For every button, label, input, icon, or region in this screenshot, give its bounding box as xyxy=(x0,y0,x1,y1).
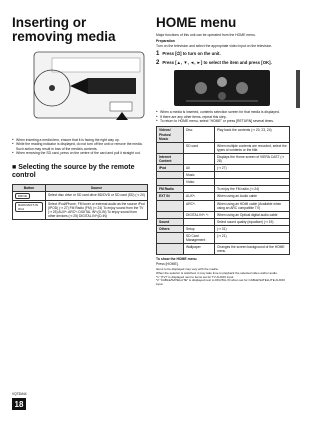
menu-key: Sound xyxy=(157,218,184,225)
note-item: ● While the reading indicator is displayed, do not turn off the unit or remove the media. Such action may result in loss of the media's contents. xyxy=(12,142,148,151)
menu-key: iPod xyxy=(157,165,184,172)
intro-text: Major functions of this unit can be operated from the HOME menu. xyxy=(156,33,256,37)
radio-extin-button-label: RADIO/EXT-IN iPod xyxy=(15,202,43,212)
menu-key xyxy=(157,200,184,211)
menu-desc: To enjoy the FM radio (⇒ 24) xyxy=(215,186,290,193)
menu-key xyxy=(157,142,184,153)
table-row xyxy=(157,153,290,164)
step-notes xyxy=(156,110,290,123)
table-row xyxy=(157,200,290,211)
menu-key xyxy=(157,211,184,218)
step-number: 2 xyxy=(156,60,160,67)
source-cell: Select disc drive or SD card drive BD/DVD or SD card (SD) (⇒ 20) xyxy=(46,191,148,200)
page-footer xyxy=(12,392,27,410)
table-row xyxy=(157,142,290,153)
menu-desc: (⇒ 27) xyxy=(215,165,290,172)
drive-button-label: DRIVE xyxy=(15,193,30,199)
page-code: VQT3M44 xyxy=(12,392,27,396)
table-header-row xyxy=(13,184,148,191)
menu-sub: All xyxy=(184,165,215,172)
source-cell: Select iPod/iPhone, FM tuner or external audio as the source iPod (IPOD) (⇒ 27) FM Radio (FM) (⇒ 24) To enjoy sound from the TV (⇒ 25) AUX*¹ ARC*¹ DIGITAL IN*¹(D-IN) To enjoy sound from other devices (⇒ 25) DIGITAL IN*¹(D-IN) xyxy=(46,200,148,219)
tip-text: Press [HOME]. xyxy=(156,261,179,266)
button-cell xyxy=(13,200,46,219)
section-title: ■ Selecting the source by the remote control xyxy=(12,163,135,179)
header-button: Button xyxy=(13,184,46,191)
menu-desc xyxy=(215,179,290,186)
table-row xyxy=(157,244,290,255)
menu-desc: When multiple contents are recorded, select the types of contents or the title. xyxy=(215,142,290,153)
menu-key: Others xyxy=(157,225,184,232)
button-cell xyxy=(13,191,46,200)
footnote: *2 "CABLE/SATELLITE" is displayed next to DIGITAL IN when set for CABLE/SATELLITE AUDIO input. xyxy=(156,278,285,287)
home-menu-table xyxy=(156,126,290,255)
menu-sub xyxy=(184,153,215,164)
menu-desc: When using an Optical digital audio cable xyxy=(215,211,290,218)
menu-desc xyxy=(215,172,290,179)
source-table xyxy=(12,184,148,220)
header-source: Source xyxy=(46,184,148,191)
home-screen-icon xyxy=(156,68,290,108)
menu-sub: SD card xyxy=(184,142,215,153)
menu-desc: Displays the Home screen of VIERA CAST (⇒ 28) xyxy=(215,153,290,164)
menu-sub: AUX*¹ xyxy=(184,193,215,200)
left-column xyxy=(12,0,148,220)
step-1 xyxy=(156,51,290,57)
menu-sub xyxy=(184,186,215,193)
menu-key xyxy=(157,179,184,186)
menu-sub: DIGITAL IN*¹ *² xyxy=(184,211,215,218)
insertion-notes xyxy=(12,138,148,156)
preparation-label: Preparation xyxy=(156,39,175,44)
step-text: Press [⏻] to turn on the unit. xyxy=(162,51,221,57)
menu-sub: Video xyxy=(184,179,215,186)
note-item: ● When a media is inserted, contents selection screen for that media is displayed. xyxy=(156,110,290,114)
menu-sub: SD Card Management xyxy=(184,233,215,244)
preparation-text: Turn on the television and select the appropriate video input on the television. xyxy=(156,43,273,48)
table-row xyxy=(157,179,290,186)
section-title-text: Selecting the source by the remote control xyxy=(12,163,135,179)
menu-sub xyxy=(184,218,215,225)
menu-sub: Disc xyxy=(184,127,215,142)
menu-desc: Play back the contents (⇒ 20, 23, 24) xyxy=(215,127,290,142)
step-number: 1 xyxy=(156,51,160,58)
tip-title: To show the HOME menu xyxy=(156,257,197,262)
table-row xyxy=(157,233,290,244)
page-title-left: Inserting or removing media xyxy=(12,15,116,44)
menu-desc: (⇒ 21) xyxy=(215,233,290,244)
menu-key xyxy=(157,172,184,179)
table-row xyxy=(157,165,290,172)
menu-desc: Select sound quality (equaliser) (⇒ 19) xyxy=(215,218,290,225)
home-tip xyxy=(156,257,290,266)
table-row xyxy=(157,218,290,225)
table-row xyxy=(157,127,290,142)
insertion-illustration xyxy=(12,48,148,136)
menu-sub: Setup xyxy=(184,225,215,232)
table-row xyxy=(157,172,290,179)
table-row xyxy=(157,186,290,193)
menu-key: FM Radio xyxy=(157,186,184,193)
menu-key: Videos/ Photos/ Music xyxy=(157,127,184,142)
home-menu-illustration xyxy=(156,68,290,108)
note-item: ● If there are any other items, repeat this step. xyxy=(156,115,290,119)
menu-key: Internet Content xyxy=(157,153,184,164)
note-item: ● To return to HOME menu, select "HOME" or press [RETURN] several times. xyxy=(156,119,290,123)
step-2 xyxy=(156,60,290,66)
player-illustration-icon xyxy=(12,48,148,136)
menu-desc: Changes the screen background of the HOME menu. xyxy=(215,244,290,255)
menu-sub: Wallpaper xyxy=(184,244,215,255)
menu-key xyxy=(157,233,184,244)
table-row xyxy=(13,191,148,200)
note-item: ● When removing the SD card, press on the centre of the card and pull it straight out. xyxy=(12,151,148,155)
menu-desc: (⇒ 31) xyxy=(215,225,290,232)
note-item: ● When inserting a media item, ensure that it is facing the right way up. xyxy=(12,138,148,142)
menu-desc: When using an Audio cable xyxy=(215,193,290,200)
table-row xyxy=(157,211,290,218)
menu-key: EXT IN xyxy=(157,193,184,200)
side-tab-marker xyxy=(296,70,300,108)
menu-sub: ARC*¹ xyxy=(184,200,215,211)
page-number: 18 xyxy=(12,398,26,410)
step-text: Press [▲, ▼, ◄, ►] to select the item and press [OK]. xyxy=(162,60,272,66)
right-column xyxy=(156,0,290,287)
menu-sub: Music xyxy=(184,172,215,179)
footnote: When the selector is switched, it may take time to playback the selected video and/or audio. xyxy=(156,270,278,275)
menu-key xyxy=(157,244,184,255)
footnote: *1 "(TV)" is displayed next to items set for TV AUDIO input. xyxy=(156,274,235,279)
table-row xyxy=(157,193,290,200)
page-title-right: HOME menu xyxy=(156,15,237,30)
table-row xyxy=(13,200,148,219)
footnotes xyxy=(156,268,290,287)
menu-desc: When using an HDMI cable (Available when using an ARC compatible TV) xyxy=(215,200,290,211)
footnote: Items to be displayed may vary with the media. xyxy=(156,267,219,271)
table-row xyxy=(157,225,290,232)
